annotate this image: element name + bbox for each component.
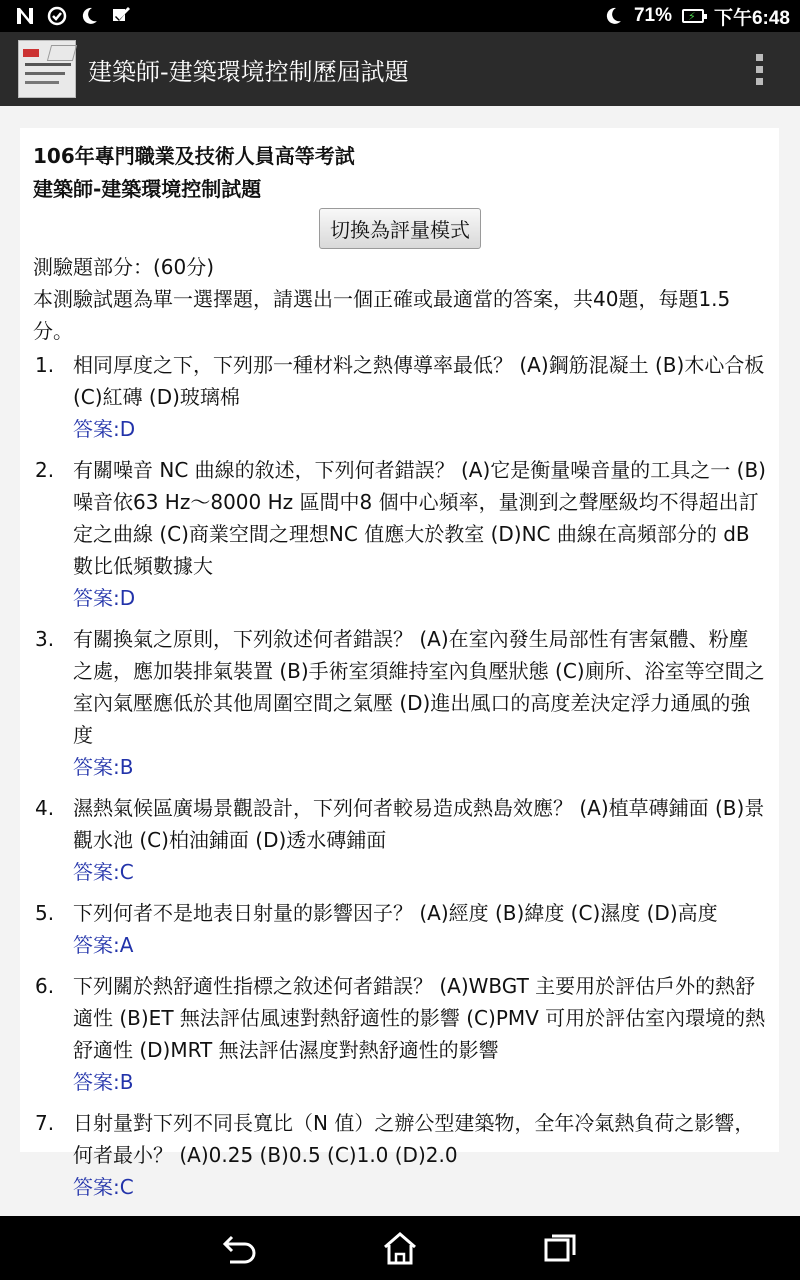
question-item [33, 623, 767, 783]
app-title: 建築師-建築環境控制歷屆試題 [88, 57, 409, 86]
question-number: 3. [35, 627, 55, 651]
mode-button-wrap [33, 208, 767, 249]
clock: 下午6:48 [713, 7, 790, 29]
recents-icon [542, 1232, 578, 1264]
navigation-bar [0, 1216, 800, 1280]
back-button[interactable] [215, 1223, 265, 1273]
question-text: 有關換氣之原則，下列敘述何者錯誤？ (A)在室內發生局部性有害氣體、粉塵之處，應加裝排氣裝置 (B)手術室須維持室內負壓狀態 (C)廁所、浴室等空間之室內氣壓應低於其他周圍空間之氣壓 (D)進出風口的高度差決定浮力通風的強度 [73, 627, 765, 747]
back-icon [222, 1233, 258, 1263]
question-text: 下列關於熱舒適性指標之敘述何者錯誤？ (A)WBGT 主要用於評估戶外的熱舒適性 (B)ET 無法評估風速對熱舒適性的影響 (C)PMV 可用於評估室內環境的熱舒適性 (D)MRT 無法評估濕度對熱舒適性的影響 [73, 974, 766, 1062]
question-item [33, 970, 767, 1098]
question-number: 6. [35, 974, 55, 998]
question-number: 7. [35, 1111, 55, 1135]
section-heading: 測驗題部分：(60分) [33, 255, 215, 279]
sync-icon [46, 5, 68, 27]
answer-label: 答案:A [73, 933, 134, 957]
question-item [33, 897, 767, 961]
answer-label: 答案:D [73, 586, 136, 610]
answer-label: 答案:C [73, 1175, 134, 1199]
answer-label: 答案:D [73, 417, 136, 441]
question-number: 4. [35, 796, 55, 820]
overflow-dot [756, 54, 763, 61]
question-text: 日射量對下列不同長寬比（N 值）之辦公型建築物，全年冷氣熱負荷之影響，何者最小？ (A)0.25 (B)0.5 (C)1.0 (D)2.0 [73, 1111, 755, 1167]
exam-content[interactable] [20, 128, 779, 1199]
overflow-menu-button[interactable] [744, 39, 774, 99]
app-bar [0, 32, 800, 106]
recents-button[interactable] [535, 1223, 585, 1273]
exam-subtitle: 建築師-建築環境控制試題 [33, 177, 262, 201]
n-icon [14, 5, 36, 27]
home-button[interactable] [375, 1223, 425, 1273]
battery-icon: ⚡ [682, 9, 704, 23]
switch-mode-button[interactable]: 切換為評量模式 [319, 208, 481, 249]
answer-label: 答案:B [73, 755, 134, 779]
question-text: 相同厚度之下，下列那一種材料之熱傳導率最低？ (A)鋼筋混凝土 (B)木心合板 (C)紅磚 (D)玻璃棉 [73, 353, 765, 409]
exam-title: 106年專門職業及技術人員高等考試 [33, 144, 355, 168]
checkbox-icon [110, 5, 132, 27]
home-icon [382, 1231, 418, 1265]
question-number: 2. [35, 458, 55, 482]
status-bar [0, 0, 800, 32]
answer-label: 答案:B [73, 1070, 134, 1094]
question-item [33, 792, 767, 888]
answer-label: 答案:C [73, 860, 134, 884]
question-item [33, 1107, 767, 1203]
question-item [33, 349, 767, 445]
status-bar-left [14, 5, 132, 27]
question-text: 下列何者不是地表日射量的影響因子？ (A)經度 (B)緯度 (C)濕度 (D)高度 [73, 901, 718, 925]
overflow-dot [756, 66, 763, 73]
overflow-dot [756, 78, 763, 85]
app-logo [18, 40, 76, 98]
question-text: 濕熱氣候區廣場景觀設計，下列何者較易造成熱島效應？ (A)植草磚鋪面 (B)景觀水池 (C)柏油鋪面 (D)透水磚鋪面 [73, 796, 765, 852]
question-item [33, 454, 767, 614]
status-bar-right [602, 3, 790, 30]
instructions: 本測驗試題為單一選擇題，請選出一個正確或最適當的答案，共40題，每題1.5分。 [33, 287, 731, 343]
question-text: 有關噪音 NC 曲線的敘述，下列何者錯誤？ (A)它是衡量噪音量的工具之一 (B)噪音依63 Hz～8000 Hz 區間中8 個中心頻率，量測到之聲壓級均不得超出訂定之曲線 (C)商業空間之理想NC 值應大於教室 (D)NC 曲線在高頻部分的 dB 數比低頻數據大 [73, 458, 766, 578]
moon-icon [602, 5, 624, 27]
question-number: 1. [35, 353, 55, 377]
question-number: 5. [35, 901, 55, 925]
moon-icon [78, 5, 100, 27]
battery-percent: 71% [633, 5, 672, 26]
question-list [33, 349, 767, 1203]
